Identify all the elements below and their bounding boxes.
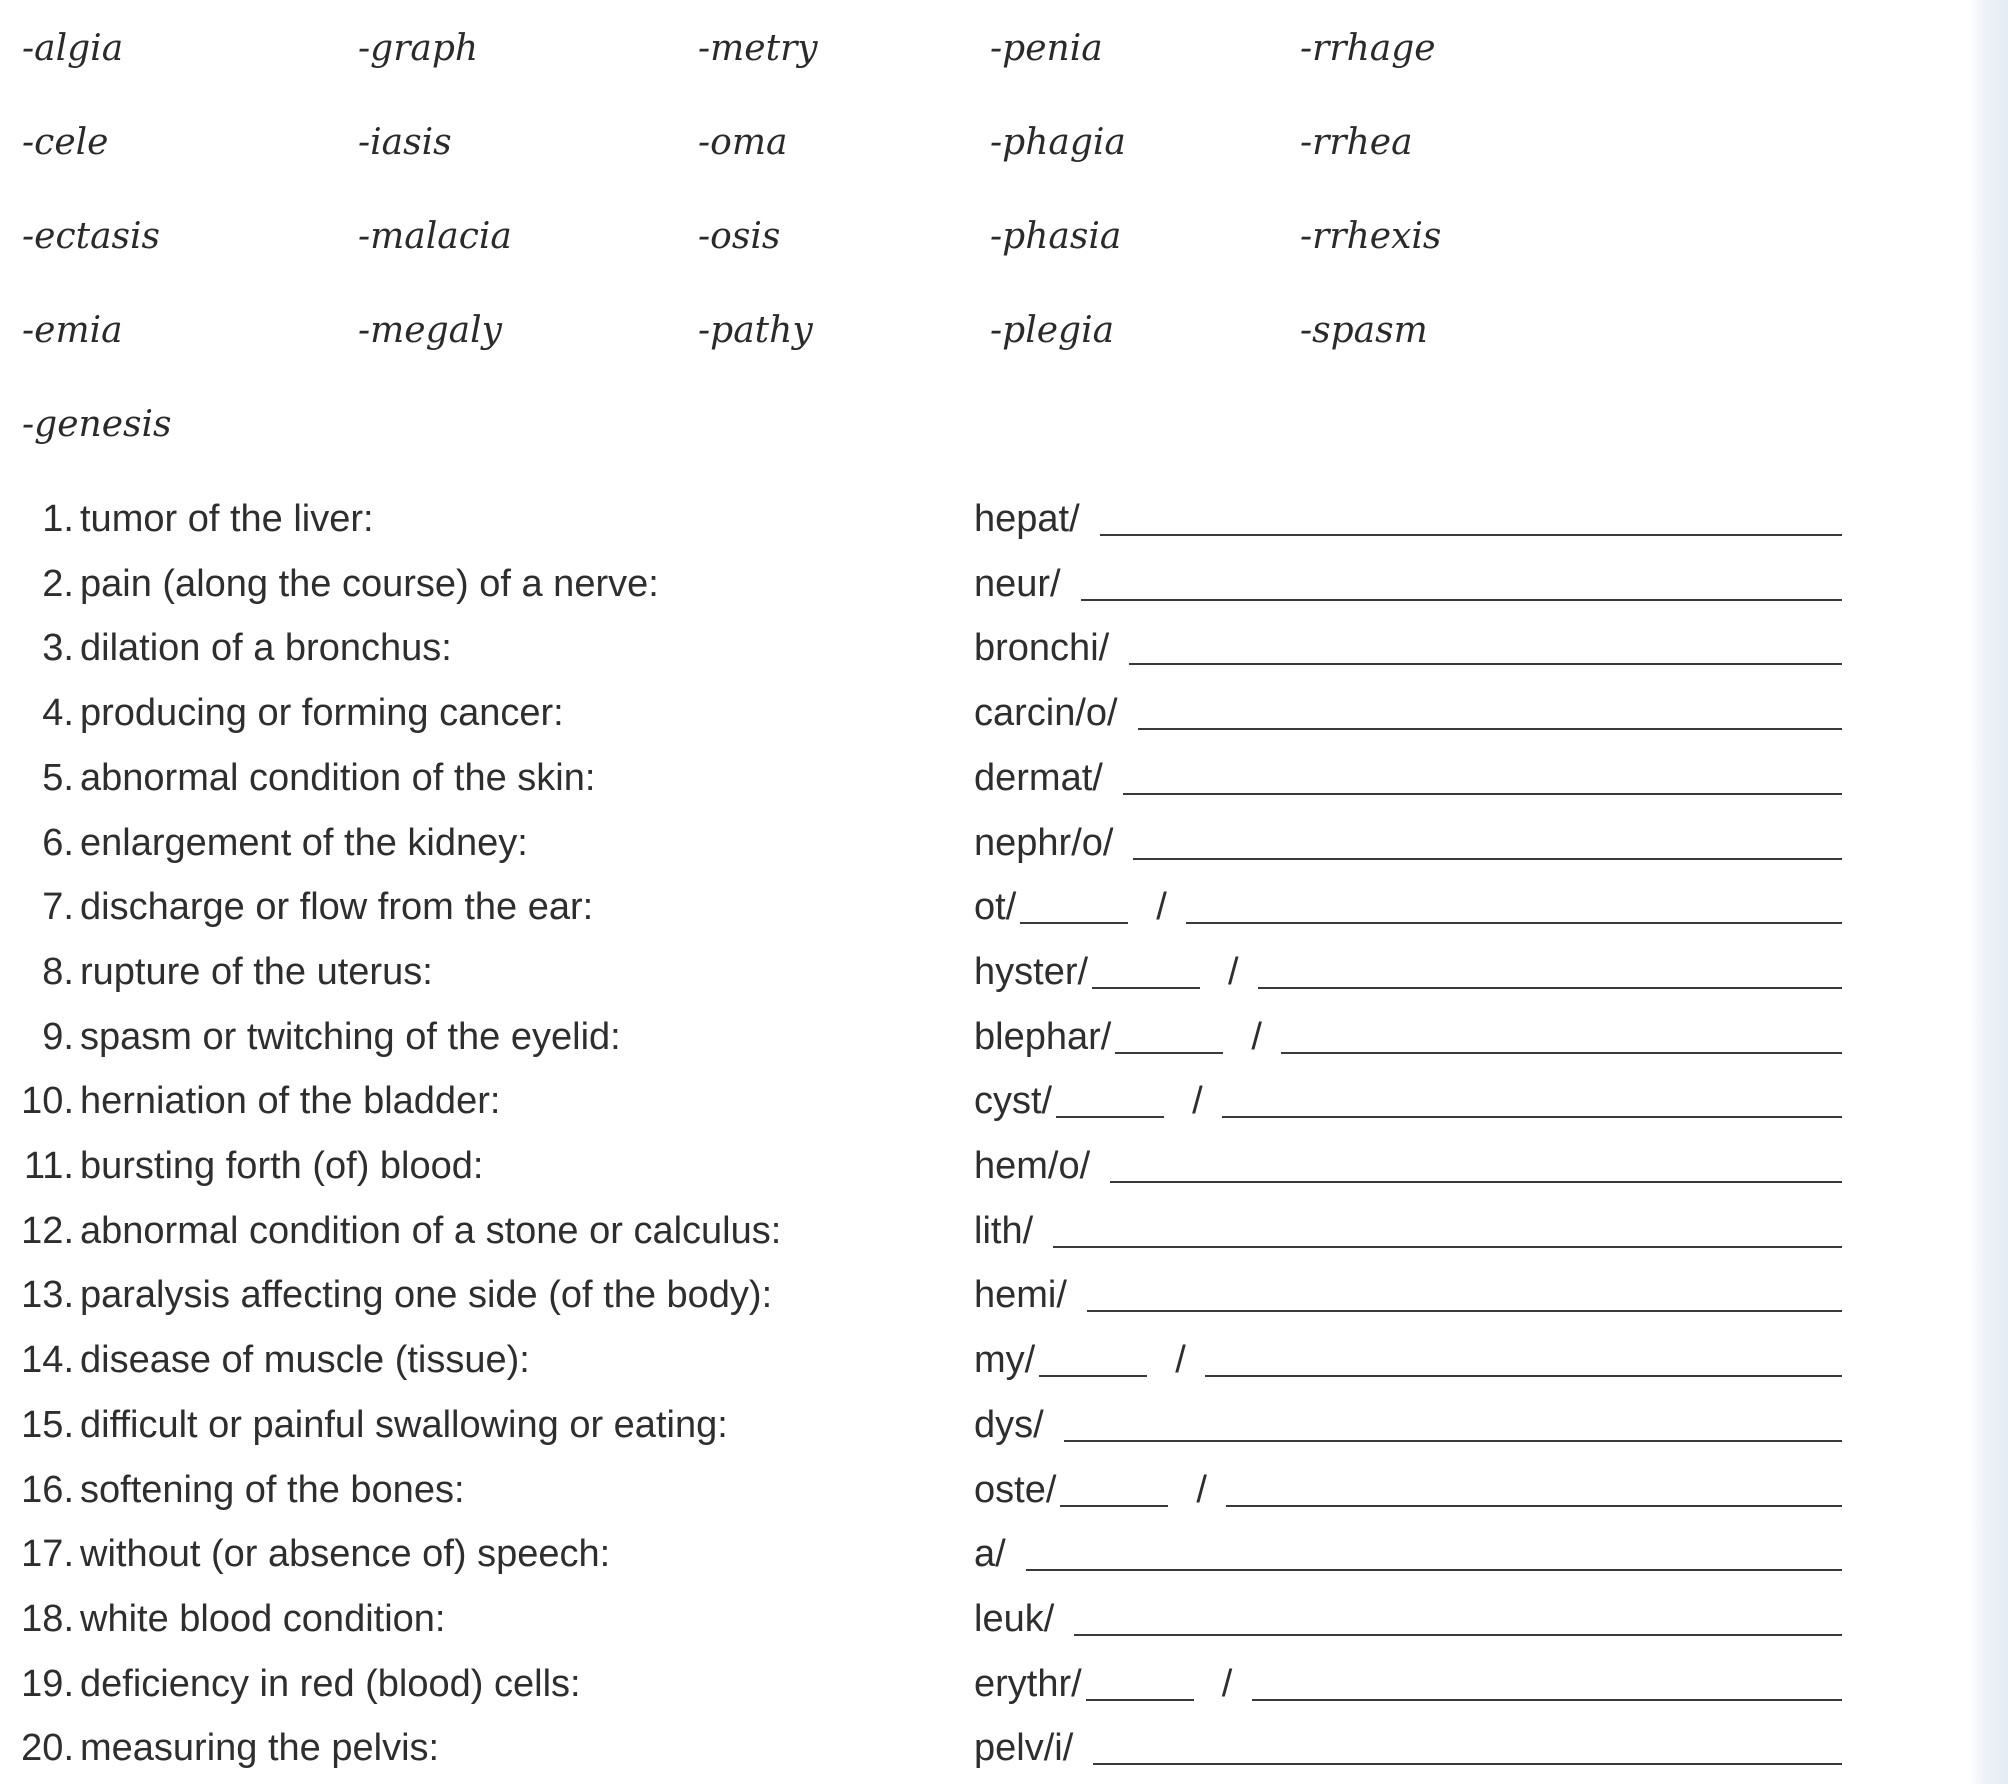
question-text: deficiency in red (blood) cells: [80,1662,581,1705]
word-root-prefix: hepat/ [974,498,1080,540]
question-text: dilation of a bronchus: [80,627,452,670]
word-root-prefix: hem/o/ [974,1145,1091,1187]
word-root-prefix: carcin/o/ [974,692,1118,735]
suffix-term: -megaly [358,310,502,351]
suffix-answer-blank[interactable] [1081,599,1842,601]
word-root-prefix: cyst/ [974,1080,1053,1123]
suffix-term: -graph [358,28,479,69]
word-root-prefix: dys/ [974,1403,1044,1446]
page-edge-shading [1968,0,2008,1784]
question-text: disease of muscle (tissue): [80,1339,530,1382]
word-root-prefix: bronchi/ [974,627,1110,670]
suffix-term: -plegia [990,310,1115,351]
suffix-term: -metry [698,28,818,69]
question-text: tumor of the liver: [80,498,374,540]
combining-vowel-blank[interactable] [1039,1375,1147,1377]
suffix-term: -osis [698,216,781,257]
question-number: 5. [42,756,74,799]
separator-slash: / [1192,1080,1203,1123]
suffix-term: -malacia [358,216,512,257]
word-root-prefix: leuk/ [974,1597,1055,1640]
word-root-prefix: blephar/ [974,1015,1112,1058]
question-text: abnormal condition of the skin: [80,756,596,799]
question-number: 18. [21,1597,74,1640]
separator-slash: / [1251,1015,1262,1058]
question-text: pain (along the course) of a nerve: [80,562,659,605]
separator-slash: / [1221,1662,1233,1705]
question-number: 8. [42,950,74,993]
question-text: enlargement of the kidney: [80,821,528,864]
suffix-term: -spasm [1300,310,1428,351]
suffix-term: -pathy [698,310,813,351]
word-root-prefix: oste/ [974,1468,1057,1511]
suffix-answer-blank[interactable] [1100,534,1842,536]
suffix-answer-blank[interactable] [1138,728,1842,730]
question-number: 12. [21,1209,74,1252]
suffix-term: -phagia [990,122,1126,163]
question-number: 10. [21,1080,74,1123]
suffix-answer-blank[interactable] [1053,1246,1842,1248]
suffix-answer-blank[interactable] [1129,663,1842,665]
suffix-answer-blank[interactable] [1222,1116,1842,1118]
suffix-term: -genesis [22,404,172,445]
question-text: softening of the bones: [80,1468,465,1511]
suffix-answer-blank[interactable] [1133,858,1842,860]
question-number: 4. [42,692,74,735]
question-number: 17. [21,1533,74,1576]
word-root-prefix: pelv/i/ [974,1727,1074,1770]
question-number: 6. [42,821,74,864]
combining-vowel-blank[interactable] [1060,1505,1168,1507]
question-text: rupture of the uterus: [80,950,433,993]
question-number: 19. [21,1662,74,1705]
word-root-prefix: neur/ [974,562,1061,605]
suffix-term: -penia [990,28,1103,69]
question-number: 15. [21,1403,74,1446]
word-root-prefix: a/ [974,1533,1006,1576]
suffix-term: -rrhage [1300,28,1436,69]
suffix-answer-blank[interactable] [1026,1569,1842,1571]
word-root-prefix: my/ [974,1339,1036,1382]
suffix-answer-blank[interactable] [1087,1310,1842,1312]
question-number: 9. [42,1015,74,1058]
suffix-term: -ectasis [22,216,161,257]
combining-vowel-blank[interactable] [1020,922,1128,924]
word-root-prefix: lith/ [974,1209,1034,1252]
question-text: abnormal condition of a stone or calculus: [80,1209,782,1252]
suffix-term: -emia [22,310,123,351]
suffix-answer-blank[interactable] [1074,1634,1842,1636]
question-number: 3. [42,627,74,670]
suffix-term: -phasia [990,216,1122,257]
question-text: bursting forth (of) blood: [80,1145,484,1187]
question-number: 2. [42,562,74,605]
suffix-answer-blank[interactable] [1064,1440,1842,1442]
word-root-prefix: erythr/ [974,1662,1082,1705]
suffix-answer-blank[interactable] [1252,1699,1842,1701]
question-number: 20. [21,1727,74,1770]
suffix-answer-blank[interactable] [1226,1505,1842,1507]
suffix-answer-blank[interactable] [1258,987,1842,989]
suffix-term: -cele [22,122,109,163]
question-number: 11. [23,1145,74,1187]
question-number: 16. [21,1468,74,1511]
question-text: difficult or painful swallowing or eating: [80,1403,728,1446]
word-root-prefix: dermat/ [974,756,1103,799]
separator-slash: / [1196,1468,1207,1511]
combining-vowel-blank[interactable] [1092,987,1200,989]
suffix-answer-blank[interactable] [1123,793,1842,795]
suffix-term: -rrhea [1300,122,1413,163]
question-text: spasm or twitching of the eyelid: [80,1015,621,1058]
separator-slash: / [1228,950,1239,993]
question-text: without (or absence of) speech: [80,1533,611,1576]
separator-slash: / [1156,886,1167,929]
suffix-term: -oma [698,122,788,163]
question-number: 14. [21,1339,74,1382]
suffix-answer-blank[interactable] [1186,922,1842,924]
suffix-term: -algia [22,28,124,69]
question-number: 7. [42,886,74,929]
suffix-term: -iasis [358,122,452,163]
combining-vowel-blank[interactable] [1056,1116,1164,1118]
question-text: paralysis affecting one side (of the body): [80,1274,773,1317]
question-number: 1. [42,498,74,540]
suffix-term: -rrhexis [1300,216,1442,257]
combining-vowel-blank[interactable] [1115,1052,1223,1054]
suffix-answer-blank[interactable] [1093,1763,1842,1765]
word-root-prefix: hemi/ [974,1274,1067,1317]
suffix-answer-blank[interactable] [1110,1181,1842,1183]
question-text: measuring the pelvis: [80,1727,440,1770]
word-root-prefix: hyster/ [974,950,1089,993]
question-text: white blood condition: [80,1597,446,1640]
word-root-prefix: ot/ [974,886,1017,929]
suffix-answer-blank[interactable] [1205,1375,1842,1377]
question-number: 13. [21,1274,74,1317]
question-text: herniation of the bladder: [80,1080,501,1123]
separator-slash: / [1175,1339,1186,1382]
suffix-answer-blank[interactable] [1281,1052,1842,1054]
word-root-prefix: nephr/o/ [974,821,1114,864]
combining-vowel-blank[interactable] [1086,1699,1194,1701]
question-text: discharge or flow from the ear: [80,886,594,929]
question-text: producing or forming cancer: [80,692,564,735]
